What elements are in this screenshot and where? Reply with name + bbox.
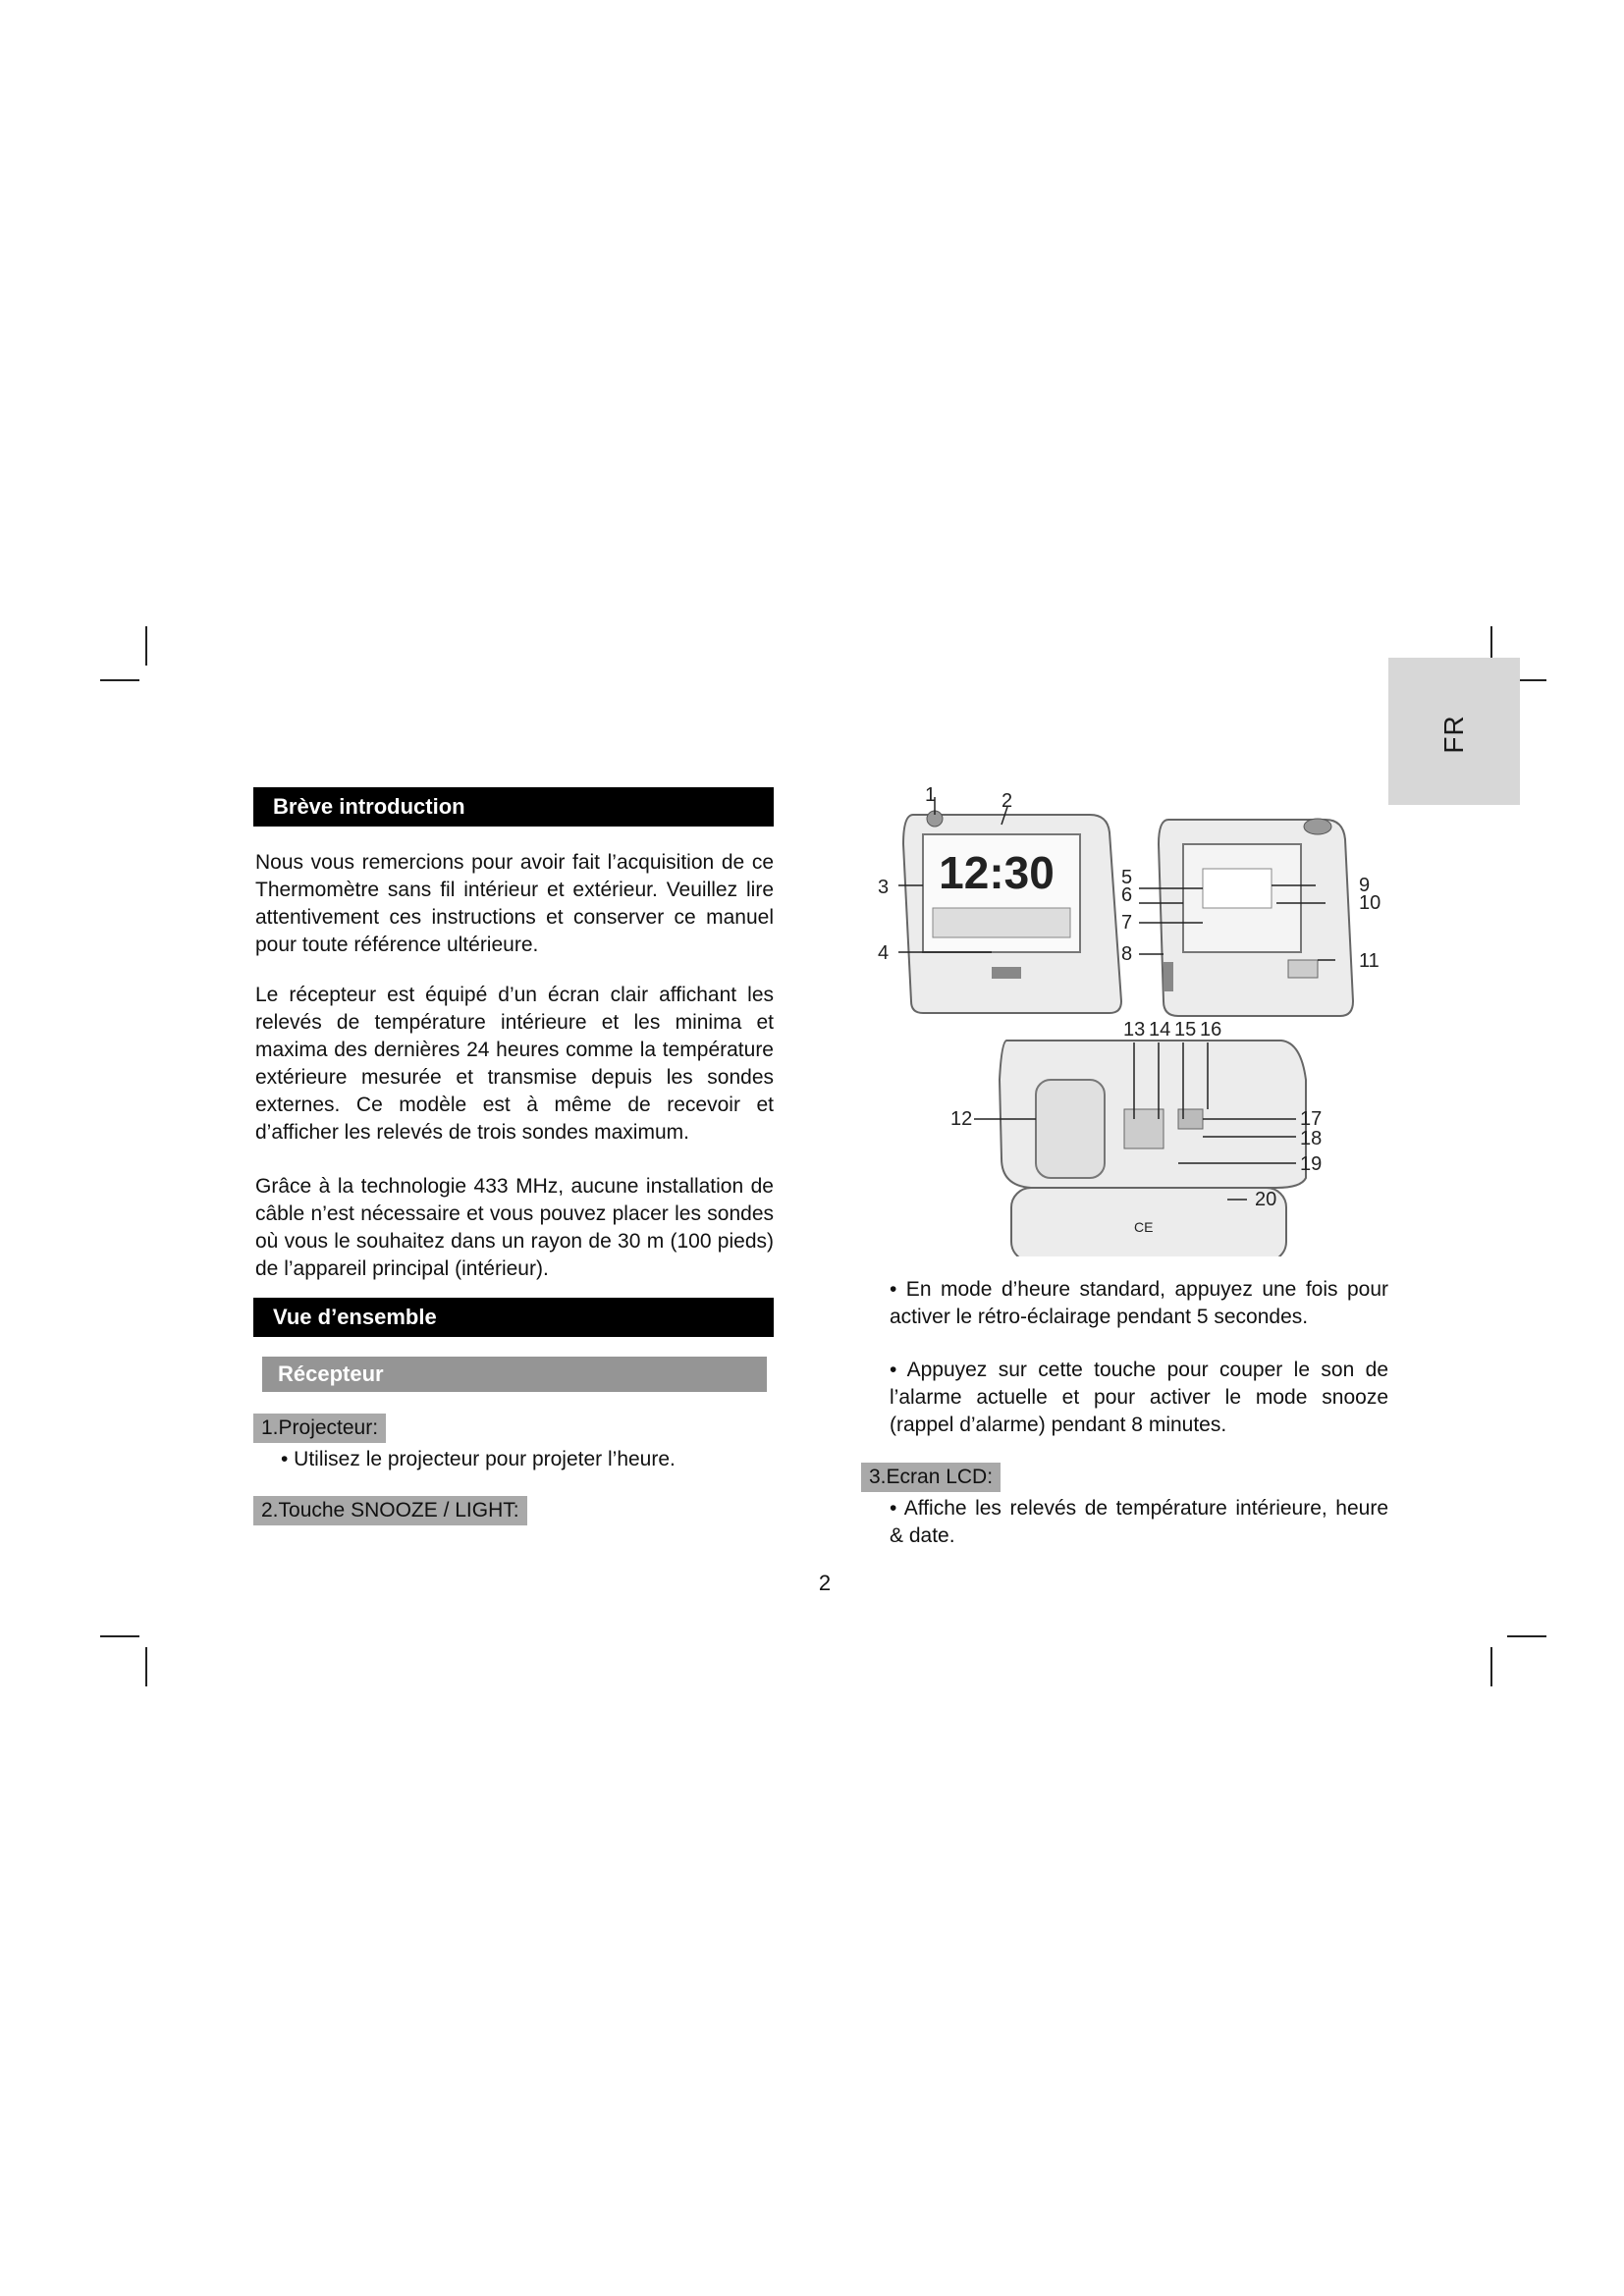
- item-label-lcd: 3.Ecran LCD:: [861, 1463, 1001, 1492]
- callout-2: 2: [1001, 790, 1013, 812]
- callout-3: 3: [878, 877, 890, 898]
- callout-1: 1: [925, 785, 937, 806]
- callout-12: 12: [950, 1108, 973, 1130]
- callout-17: 17: [1300, 1108, 1323, 1130]
- snooze-light-bullet-2: • Appuyez sur cette touche pour couper le son de l’alarme actuelle et pour activer le mode snooze (rappel d’alarme) pendant 8 minutes.: [890, 1359, 1388, 1436]
- crop-mark: [1490, 1647, 1492, 1686]
- item-label-snooze-light: 2.Touche SNOOZE / LIGHT:: [253, 1496, 527, 1525]
- crop-mark: [100, 679, 139, 681]
- callout-11: 11: [1359, 950, 1380, 972]
- callout-9: 9: [1359, 875, 1371, 896]
- bottom-view-device: [1000, 1041, 1306, 1256]
- snooze-light-bullet-1: • En mode d’heure standard, appuyez une fois pour activer le rétro-éclairage pendant 5 secondes.: [890, 1278, 1388, 1328]
- callout-16: 16: [1200, 1019, 1222, 1041]
- callout-14: 14: [1149, 1019, 1171, 1041]
- callout-13: 13: [1123, 1019, 1146, 1041]
- crop-mark: [1507, 1635, 1546, 1637]
- battery-cover-ce-mark: CE: [1134, 1219, 1154, 1235]
- callout-4: 4: [878, 942, 890, 964]
- callout-19: 19: [1300, 1153, 1323, 1175]
- callout-8: 8: [1121, 943, 1133, 965]
- callout-10: 10: [1359, 892, 1381, 914]
- device-diagram: [864, 785, 1414, 1256]
- subheading-receiver: Récepteur: [262, 1357, 767, 1392]
- crop-mark: [145, 1647, 147, 1686]
- item-label-projector: 1.Projecteur:: [253, 1414, 386, 1443]
- callout-6: 6: [1121, 884, 1133, 906]
- crop-mark: [145, 626, 147, 666]
- lcd-bullet: • Affiche les relevés de température intérieure, heure & date.: [890, 1497, 1388, 1547]
- intro-paragraph-1: Nous vous remercions pour avoir fait l’acquisition de ce Thermomètre sans fil intérieur et extérieur. Veuillez lire attentivement ces instructions et conserver ce manuel pour toute référence ultérieure.: [255, 851, 774, 956]
- section-heading-intro: Brève introduction: [253, 787, 774, 827]
- front-view-device: [903, 811, 1121, 1013]
- callout-18: 18: [1300, 1128, 1323, 1149]
- callout-15: 15: [1174, 1019, 1197, 1041]
- section-heading-overview: Vue d’ensemble: [253, 1298, 774, 1337]
- callout-7: 7: [1121, 912, 1133, 934]
- language-tab: [1388, 658, 1520, 805]
- intro-paragraph-3: Grâce à la technologie 433 MHz, aucune installation de câble n’est nécessaire et vous pouvez placer les sondes où vous le souhaitez dans un rayon de 30 m (100 pieds) de l’appareil principal (intérieur).: [255, 1175, 774, 1280]
- projector-bullet: • Utilisez le projecteur pour projeter l’heure.: [281, 1448, 676, 1470]
- lcd-time: 12:30: [939, 847, 1055, 898]
- intro-paragraph-2: Le récepteur est équipé d’un écran clair affichant les relevés de température intérieure et les minima et maxima des dernières 24 heures comme la température extérieure mesurée et transmise depuis les sondes externes. Ce modèle est à même de recevoir et d’afficher les relevés de trois sondes maximum.: [255, 984, 774, 1144]
- crop-mark: [100, 1635, 139, 1637]
- language-tab-label: FR: [1438, 715, 1469, 754]
- callout-5: 5: [1121, 867, 1133, 888]
- back-view-device: [1159, 819, 1353, 1016]
- page-number: 2: [818, 1571, 832, 1595]
- callout-20: 20: [1255, 1189, 1277, 1210]
